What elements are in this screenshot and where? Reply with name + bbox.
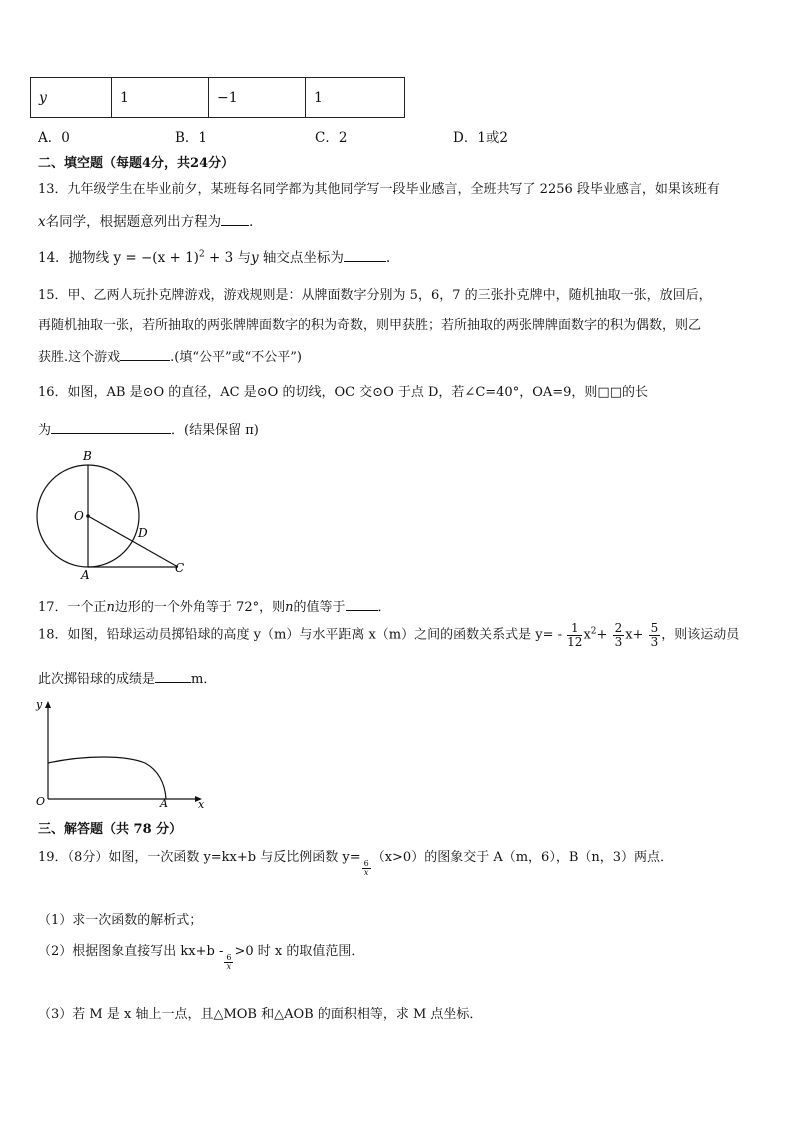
fraction xyxy=(224,954,233,972)
option-c: C．2 xyxy=(315,130,348,146)
question-19-stem xyxy=(38,846,673,877)
denominator: 3 xyxy=(650,634,659,649)
label-o: O xyxy=(74,509,84,523)
exponent: 2 xyxy=(590,626,597,637)
section-heading-solutions: 三、解答题（共 78 分） xyxy=(38,822,183,837)
answer-blank xyxy=(120,360,170,361)
table-cell: −1 xyxy=(209,78,306,118)
question-16-line1: 16．如图，AB 是⊙O 的直径，AC 是⊙O 的切线，OC 交⊙O 于点 D，若∠C=40°，OA=9，则□□的长 xyxy=(38,385,648,400)
segment-oc xyxy=(88,516,178,567)
answer-blank xyxy=(221,225,249,226)
question-17-text: 17．一个正 xyxy=(38,600,107,615)
question-19-part2-text: （2）根据图象直接写出 kx+b - xyxy=(38,944,224,959)
question-14-end: . xyxy=(385,250,391,266)
fraction xyxy=(649,622,661,648)
fraction xyxy=(362,860,371,878)
numerator: 1 xyxy=(567,622,582,636)
term-x-plus: x+ xyxy=(625,627,644,643)
question-18-end: m． xyxy=(191,672,217,687)
denominator: 3 xyxy=(614,634,623,649)
question-13-text: 名同学，根据题意列出方程为 xyxy=(45,214,222,230)
value-table xyxy=(30,77,405,118)
question-14 xyxy=(38,246,390,266)
label-c: C xyxy=(175,561,185,575)
table-cell: y xyxy=(31,78,112,118)
question-14-text: 14．抛物线 y = −(x + 1) xyxy=(38,250,199,266)
option-b: B．1 xyxy=(175,130,208,146)
question-18-suffix: ，则该运动员 xyxy=(661,627,740,643)
question-17-end: ． xyxy=(377,600,391,615)
question-16-line2 xyxy=(38,419,259,438)
numerator: 6 xyxy=(226,952,232,962)
label-x: x xyxy=(198,798,205,810)
question-17 xyxy=(38,596,391,615)
question-19-text: 19．（8分）如图，一次函数 y=kx+b 与反比例函数 y= xyxy=(38,850,361,865)
section-heading-fill-in: 二、填空题（每题4分，共24分） xyxy=(38,156,235,171)
fraction xyxy=(613,622,625,648)
label-b: B xyxy=(83,449,92,463)
option-d: D．1或2 xyxy=(453,130,509,146)
plus-sign: + xyxy=(596,627,608,643)
label-y: y xyxy=(36,698,43,711)
denominator: x xyxy=(226,962,232,971)
table-cell: 1 xyxy=(112,78,209,118)
question-14-suffix: 轴交点坐标为 xyxy=(258,250,344,266)
figure-16-circle xyxy=(30,445,200,580)
question-15-line3 xyxy=(38,346,302,365)
question-15-line1: 15．甲、乙两人玩扑克牌游戏，游戏规则是：从牌面数字分别为 5，6，7 的三张扑克牌中，随机抽取一张，放回后， xyxy=(38,288,712,303)
question-19-part3: （3）若 M 是 x 轴上一点，且△MOB 和△AOB 的面积相等，求 M 点坐标． xyxy=(38,1007,483,1022)
question-19-suffix: （x>0）的图象交于 A（m，6），B（n，3）两点． xyxy=(371,850,674,865)
question-15-text: 获胜.这个游戏 xyxy=(38,350,121,365)
variable-n: n xyxy=(285,600,294,615)
label-o: O xyxy=(36,795,46,808)
denominator: x xyxy=(363,868,369,877)
trajectory-curve xyxy=(48,757,166,799)
answer-blank xyxy=(155,682,191,683)
option-a: A．0 xyxy=(38,130,70,146)
answer-blank xyxy=(344,261,386,262)
question-13-end: ． xyxy=(249,214,263,230)
answer-blank xyxy=(346,610,378,611)
figure-18-trajectory xyxy=(30,695,210,810)
label-a: A xyxy=(81,568,90,580)
question-17-suffix: 的值等于 xyxy=(293,600,346,615)
table-cell: 1 xyxy=(306,78,405,118)
question-18-line2 xyxy=(38,668,216,687)
question-15-line2: 再随机抽取一张，若所抽取的两张牌牌面数字的积为奇数，则甲获胜；若所抽取的两张牌牌面数字的积为偶数，则乙 xyxy=(38,318,702,333)
question-18-text: 18．如图，铅球运动员掷铅球的高度 y（m）与水平距离 x（m）之间的函数关系式是 y= - xyxy=(38,627,563,643)
label-a: A xyxy=(160,797,168,810)
question-13-line1: 13．九年级学生在毕业前夕，某班每名同学都为其他同学写一段毕业感言，全班共写了 2256 段毕业感言，如果该班有 xyxy=(38,182,720,197)
numerator: 6 xyxy=(363,858,369,868)
question-19-part2-end: >0 时 x 的取值范围． xyxy=(234,944,365,959)
center-point xyxy=(86,514,90,518)
table-row xyxy=(31,78,405,118)
numerator: 2 xyxy=(614,621,623,635)
y-axis-arrow xyxy=(45,701,51,708)
term-x: x xyxy=(583,627,591,643)
question-18-line1 xyxy=(38,622,739,648)
question-18-text2: 此次掷铅球的成绩是 xyxy=(38,672,156,687)
question-16-text: 为 xyxy=(38,423,52,438)
label-d: D xyxy=(138,526,148,540)
variable-y: y xyxy=(250,250,259,266)
fraction xyxy=(567,622,582,648)
exponent: 2 xyxy=(198,249,205,260)
question-17-mid: 边形的一个外角等于 72°，则 xyxy=(114,600,286,615)
question-14-mid: + 3 与 xyxy=(204,250,251,266)
numerator: 5 xyxy=(650,621,659,635)
question-19-part2 xyxy=(38,940,364,971)
question-16-end: ．(结果保留 π) xyxy=(171,423,259,438)
question-15-end: .(填“公平”或“不公平”) xyxy=(170,350,303,365)
question-19-part1: （1）求一次函数的解析式； xyxy=(38,913,203,928)
question-13-line2 xyxy=(38,210,263,230)
denominator: 12 xyxy=(567,634,583,649)
answer-blank xyxy=(51,433,171,434)
variable-x: x xyxy=(38,214,46,230)
variable-n: n xyxy=(106,600,115,615)
